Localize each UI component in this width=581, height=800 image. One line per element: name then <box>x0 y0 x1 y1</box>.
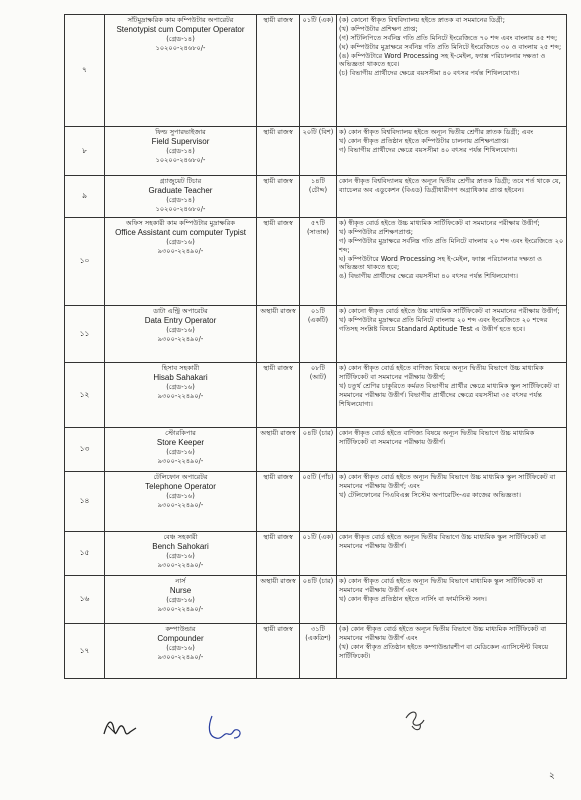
post-count: ৩১টি (একত্রিশ) <box>300 624 337 679</box>
recruitment-table-page <box>64 14 566 679</box>
qualification-item: (গ) সাঁটলিপিতে সর্বনিম্ন গতি প্রতি মিনিটে ইংরেজিতে ৭০ শব্দ এবং বাংলায় ৪৫ শব্দ; <box>339 33 558 42</box>
post-name-cell <box>105 306 257 363</box>
table-row <box>65 428 567 472</box>
qualification-item: ক) কোন স্বীকৃত বিশ্ববিদ্যালয় হইতে অন্যূন দ্বিতীয় শ্রেণীর স্নাতক ডিগ্রী; এবং <box>339 128 534 136</box>
pay-scale: ৯৩০০-২২৪৯০/- <box>157 391 204 400</box>
post-name-english: Bench Sahokari <box>152 541 209 551</box>
signature-3 <box>398 706 432 736</box>
post-name-english: Office Assistant cum computer Typist <box>115 227 246 237</box>
grade-label: (গ্রেড-১৬) <box>166 643 195 652</box>
post-count: ১৪টি (চৌদ্দ) <box>300 176 337 218</box>
pay-scale: ৯৩০০-২২৪৯০/- <box>157 500 204 509</box>
qualification-item: (চ) বিভাগীয় প্রার্থীদের ক্ষেত্রে বয়সসীমা ৪০ বৎসর পর্যন্ত শিথিলযোগ্য। <box>339 69 520 78</box>
post-name-cell <box>105 472 257 532</box>
serial-number: ১৩ <box>65 428 105 472</box>
post-name-english: Telephone Operator <box>145 481 216 491</box>
qualifications-cell <box>337 176 567 218</box>
qualification-item: ক) কোনো স্বীকৃত বোর্ড হইতে উচ্চ মাধ্যমিক সার্টিফিকেট বা সমমানের পরীক্ষায় উত্তীর্ণ; <box>339 307 560 315</box>
post-count: ২০টি (বিশ) <box>300 127 337 176</box>
post-count: ০১টি (একটি) <box>300 306 337 363</box>
qualifications-cell <box>337 532 567 576</box>
qualification-item: খ) কম্পিউটার মুদ্রাক্ষরে প্রতি মিনিটে বাংলায় ২০ শব্দ এবং ইংরেজিতে ২০ শব্দের গতিসহ সংশ্লিষ্ট বিষয়ে Standard Aptitude Test এ উত্তীর্ণ হতে হবে। <box>339 315 548 333</box>
qualification-item: গ) কম্পিউটার মুদ্রাক্ষরে সর্বনিম্ন গতি প্রতি মিনিটে বাংলায় ২০ শব্দ এবং ইংরেজিতে ২০ শব্দ; <box>339 236 564 254</box>
table-row <box>65 532 567 576</box>
post-name-cell <box>105 624 257 679</box>
qualification-item: (ঙ) কম্পিউটারে Word Processing সহ ই-মেইল, ফ্যাক্স পরিচালনার দক্ষতা ও অভিজ্ঞতা থাকতে হবে। <box>339 51 546 69</box>
pay-scale: ৯৩০০-২২৪৯০/- <box>157 604 204 613</box>
post-name-english: Store Keeper <box>156 437 205 447</box>
qualifications-cell <box>337 363 567 428</box>
table-row <box>65 176 567 218</box>
pay-scale: ৯৩০০-২২৪৯০/- <box>157 560 204 569</box>
qualification-item: (খ) কম্পিউটার প্রশিক্ষণ প্রাপ্ত; <box>339 24 418 33</box>
qualification-item: (ক) কোনো স্বীকৃত বিশ্ববিদ্যালয় হইতে স্নাতক বা সমমানের ডিগ্রী; <box>339 16 505 24</box>
grade-label: (গ্রেড-১৬) <box>166 382 195 391</box>
post-name-bangla: সাঁটমুদ্রাক্ষরিক কাম কম্পিউটার অপারেটর <box>127 16 234 24</box>
recruitment-table <box>64 14 567 679</box>
post-count: ০১টি (এক) <box>300 15 337 127</box>
serial-number: ৯ <box>65 176 105 218</box>
qualifications-cell <box>337 127 567 176</box>
post-name-bangla: অফিস সহকারী কাম কম্পিউটার মুদ্রাক্ষরিক <box>125 219 236 227</box>
pay-scale: ৯৩০০-২২৪৯০/- <box>157 456 204 465</box>
qualification-item: (ঘ) কম্পিউটার মুদ্রাক্ষরে সর্বনিম্ন গতি প্রতি মিনিটে ইংরেজিতে ৩০ ও বাংলায় ২৫ শব্দ; <box>339 42 562 51</box>
post-name-bangla: ফিল্ড সুপারভাইজার <box>155 128 206 136</box>
post-type: অস্থায়ী রাজস্ব <box>257 306 300 363</box>
qualification-item: কোন স্বীকৃত বোর্ড হইতে অন্যূন দ্বিতীয় বিভাগে উচ্চ মাধ্যমিক স্কুল সার্টিফিকেট বা সমমানের পরীক্ষায় উত্তীর্ণ। <box>339 533 546 550</box>
post-name-bangla: হিসাব সহকারী <box>161 364 200 372</box>
pay-scale: ৯৩০০-২২৪৯০/- <box>157 652 204 661</box>
post-count: ০৫টি (পাঁচ) <box>300 472 337 532</box>
post-count: ০৮টি (আট) <box>300 363 337 428</box>
pay-scale: ১০২০০-২৪৬৮০/- <box>155 204 206 213</box>
post-type: স্থায়ী রাজস্ব <box>257 363 300 428</box>
pay-scale: ৯৩০০-২২৪৯০/- <box>157 246 204 255</box>
signature-1 <box>100 714 140 744</box>
table-row <box>65 576 567 624</box>
qualification-item: গ) বিভাগীয় প্রার্থীদের ক্ষেত্রে বয়সসীমা ৪০ বৎসর পর্যন্ত শিথিলযোগ্য। <box>339 145 518 154</box>
post-name-bangla: ডাটা এন্ট্রি অপারেটর <box>153 307 208 315</box>
table-row <box>65 306 567 363</box>
qualification-item: খ) কোন স্বীকৃত প্রতিষ্ঠান হইতে কম্পিউটার চালনায় প্রশিক্ষণপ্রাপ্ত। <box>339 136 509 145</box>
post-count: ০৪টি (চার) <box>300 576 337 624</box>
post-type: স্থায়ী রাজস্ব <box>257 127 300 176</box>
post-name-english: Data Entry Operator <box>144 315 217 325</box>
serial-number: ১৫ <box>65 532 105 576</box>
post-name-bangla: স্টোরকিপার <box>165 429 196 437</box>
post-type: অস্থায়ী রাজস্ব <box>257 576 300 624</box>
post-name-bangla: গ্র্যাজুয়েট টিচার <box>159 177 202 185</box>
qualification-item: ক) কোন স্বীকৃত বোর্ড হইতে অন্যূন দ্বিতীয় বিভাগে মাধ্যমিক স্কুল সার্টিফিকেট বা সমমানের পরীক্ষায় উত্তীর্ণ এবং <box>339 577 543 594</box>
qualification-item: কোন স্বীকৃত বিশ্ববিদ্যালয় হইতে অন্যূন দ্বিতীয় শ্রেণীর স্নাতক ডিগ্রী; তবে শর্ত থাকে যে, ব্যাচেলর অব এডুকেশন (বিএড) ডিগ্রীধারীগণ অগ্রাধিকার প্রাপ্ত হইবেন। <box>339 177 561 194</box>
post-count: ৫৭টি (সাতান্ন) <box>300 218 337 306</box>
post-type: স্থায়ী রাজস্ব <box>257 532 300 576</box>
grade-label: (গ্রেড-১৬) <box>166 595 195 604</box>
grade-label: (গ্রেড-১৪) <box>166 146 195 155</box>
grade-label: (গ্রেড-১৬) <box>166 237 195 246</box>
serial-number: ১৪ <box>65 472 105 532</box>
table-row <box>65 127 567 176</box>
qualifications-cell <box>337 576 567 624</box>
grade-label: (গ্রেড-১৪) <box>166 34 195 43</box>
post-name-bangla: নার্স <box>175 577 186 585</box>
qualification-item: ক) কোন স্বীকৃত বোর্ড হইতে অন্যূন দ্বিতীয় বিভাগে উচ্চ মাধ্যমিক স্কুল সার্টিফিকেট বা সমমানের পরীক্ষায় উত্তীর্ণ; এবং <box>339 473 556 490</box>
qualifications-cell <box>337 218 567 306</box>
post-name-english: Stenotypist cum Computer Operator <box>116 24 245 34</box>
post-count: ০৪টি (চার) <box>300 428 337 472</box>
post-name-cell <box>105 532 257 576</box>
post-name-cell <box>105 15 257 127</box>
qualification-item: খ) কম্পিউটার প্রশিক্ষণপ্রাপ্ত; <box>339 227 414 236</box>
post-name-cell <box>105 127 257 176</box>
pay-scale: ৯৩০০-২২৪৯০/- <box>157 334 204 343</box>
serial-number: ১৭ <box>65 624 105 679</box>
qualification-item: কোন স্বীকৃত বোর্ড হইতে বাণিজ্য বিষয়ে অন্যূন দ্বিতীয় বিভাগে উচ্চ মাধ্যমিক সার্টিফিকেট বা সমমানের পরীক্ষায় উত্তীর্ণ। <box>339 429 535 446</box>
post-name-english: Nurse <box>169 585 192 595</box>
grade-label: (গ্রেড-১৬) <box>166 325 195 334</box>
post-name-english: Compounder <box>157 633 204 643</box>
table-row <box>65 472 567 532</box>
post-name-bangla: কম্পাউন্ডার <box>165 625 196 633</box>
qualifications-cell <box>337 306 567 363</box>
qualifications-cell <box>337 624 567 679</box>
post-type: স্থায়ী রাজস্ব <box>257 218 300 306</box>
post-name-bangla: টেলিফোন অপারেটর <box>153 473 208 481</box>
table-row <box>65 218 567 306</box>
grade-label: (গ্রেড-১৬) <box>166 447 195 456</box>
post-name-english: Field Supervisor <box>151 136 210 146</box>
post-name-cell <box>105 176 257 218</box>
post-type: স্থায়ী রাজস্ব <box>257 176 300 218</box>
table-row <box>65 624 567 679</box>
post-type: স্থায়ী রাজস্ব <box>257 15 300 127</box>
post-name-cell <box>105 576 257 624</box>
pay-scale: ১০২০০-২৪৬৮০/- <box>155 155 206 164</box>
serial-number: ১১ <box>65 306 105 363</box>
table-row <box>65 15 567 127</box>
qualification-item: ক) কোন স্বীকৃত বোর্ড হইতে বাণিজ্য বিষয়ে অন্যূন দ্বিতীয় বিভাগে উচ্চ মাধ্যমিক সার্টিফিকেট বা সমমানের পরীক্ষায় উত্তীর্ণ; <box>339 364 544 381</box>
post-name-cell <box>105 363 257 428</box>
post-name-cell <box>105 428 257 472</box>
qualification-item: (খ) কোন স্বীকৃত প্রতিষ্ঠান হইতে কম্পাউন্ডারশীপ বা মেডিকেল এ্যাসিস্টেন্ট বিষয়ে সার্টিফিকেট। <box>339 642 549 660</box>
qualification-item: খ) কোন স্বীকৃত প্রতিষ্ঠান হইতে নার্সিং বা ফার্মাসিস্ট সনদ। <box>339 594 487 603</box>
serial-number: ১০ <box>65 218 105 306</box>
serial-number: ১২ <box>65 363 105 428</box>
qualification-item: খ) টেলিফোনের পিএবিএক্স সিস্টেম অপারেটিং-এর কাজের অভিজ্ঞতা। <box>339 490 521 499</box>
post-type: স্থায়ী রাজস্ব <box>257 472 300 532</box>
qualifications-cell <box>337 428 567 472</box>
post-name-english: Graduate Teacher <box>148 185 213 195</box>
qualification-item: ঘ) কম্পিউটারে Word Processing সহ ই-মেইল, ফ্যাক্স পরিচালনার দক্ষতা ও অভিজ্ঞতা থাকতে হবে; <box>339 254 542 272</box>
post-name-english: Hisab Sahakari <box>153 372 208 382</box>
post-type: স্থায়ী রাজস্ব <box>257 624 300 679</box>
table-row <box>65 363 567 428</box>
serial-number: ৮ <box>65 127 105 176</box>
grade-label: (গ্রেড-১৬) <box>166 491 195 500</box>
signature-2 <box>206 712 246 744</box>
post-count: ০১টি (এক) <box>300 532 337 576</box>
qualification-item: (ক) কোন স্বীকৃত বোর্ড হইতে অন্যূন দ্বিতীয় বিভাগে উচ্চ মাধ্যমিক সার্টিফিকেট বা সমমানের পরীক্ষায় উত্তীর্ণ এবং <box>339 625 547 642</box>
post-name-bangla: বেঞ্চ সহকারী <box>163 533 198 541</box>
grade-label: (গ্রেড-১৪) <box>166 195 195 204</box>
qualification-item: ক) স্বীকৃত বোর্ড হইতে উচ্চ মাধ্যমিক সার্টিফিকেট বা সমমানের পরীক্ষায় উত্তীর্ণ; <box>339 219 540 227</box>
table-body <box>65 15 567 679</box>
qualifications-cell <box>337 15 567 127</box>
pay-scale: ১০২০০-২৪৬৮০/- <box>155 43 206 52</box>
grade-label: (গ্রেড-১৬) <box>166 551 195 560</box>
post-type: অস্থায়ী রাজস্ব <box>257 428 300 472</box>
page-number: ২ <box>549 771 555 781</box>
post-name-cell <box>105 218 257 306</box>
serial-number: ১৬ <box>65 576 105 624</box>
qualification-item: খ) চতুর্থ শ্রেণির চাকুরিতে কর্মরত বিভাগীয় প্রার্থীর ক্ষেত্রে মাধ্যমিক স্কুল সার্টিফিকেট বা সমমানের পরীক্ষায় উত্তীর্ণ। বিভাগীয় প্রার্থীদের ক্ষেত্রে বয়সসীমা ৩৫ বৎসর পর্যন্ত শিথিলযোগ্য। <box>339 381 560 408</box>
serial-number: ৭ <box>65 15 105 127</box>
qualification-item: ঙ) বিভাগীয় প্রার্থীদের ক্ষেত্রে বয়সসীমা ৪০ বৎসর পর্যন্ত শিথিলযোগ্য। <box>339 272 518 281</box>
qualifications-cell <box>337 472 567 532</box>
